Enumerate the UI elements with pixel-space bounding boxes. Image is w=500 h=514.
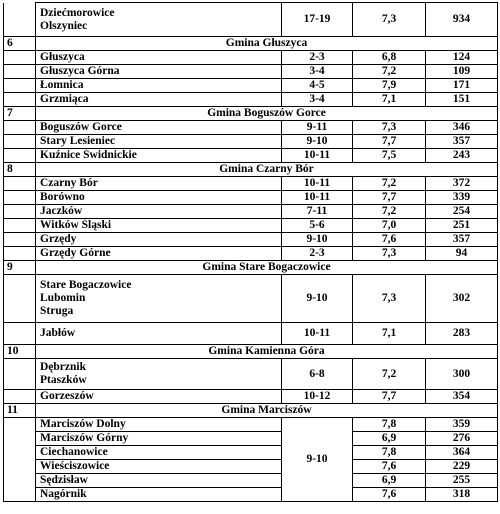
table-row: [4, 121, 498, 135]
table-row: [4, 191, 498, 205]
count-cell: 357: [426, 135, 498, 149]
section-number: 11: [4, 404, 36, 418]
gmina-header-row: [4, 404, 498, 418]
value-cell: 7,2: [353, 359, 426, 390]
table-row: [4, 135, 498, 149]
locality-name: [36, 51, 282, 65]
count-cell: 243: [426, 149, 498, 163]
value-cell: 7,6: [353, 460, 426, 474]
table-row: [4, 432, 498, 446]
table-row: [4, 275, 498, 323]
table-row: [4, 51, 498, 65]
count-cell: 251: [426, 219, 498, 233]
locality-name: [36, 275, 282, 323]
blank-cell: [4, 219, 36, 233]
locality-name: [36, 65, 282, 79]
count-cell: 109: [426, 65, 498, 79]
days-cell: 10-11: [282, 149, 353, 163]
gmina-name: Gmina Boguszów Gorce: [36, 107, 498, 121]
days-cell: 3-4: [282, 93, 353, 107]
value-cell: 7,3: [353, 275, 426, 323]
blank-cell: [4, 191, 36, 205]
days-cell: 9-10: [282, 233, 353, 247]
blank-cell: [4, 359, 36, 390]
days-cell: 9-10: [282, 275, 353, 323]
value-cell: 7,3: [353, 247, 426, 261]
blank-cell: [4, 275, 36, 323]
locality-name: [36, 205, 282, 219]
table-row: [4, 149, 498, 163]
locality-name: Ciechanowice: [36, 446, 282, 460]
value-cell: 7,8: [353, 446, 426, 460]
table-row: [4, 488, 498, 502]
locality-line: Jaczków: [40, 205, 83, 217]
days-cell: 10-11: [282, 191, 353, 205]
gmina-name: Gmina Głuszyca: [36, 37, 498, 51]
count-cell: 229: [426, 460, 498, 474]
count-cell: 283: [426, 323, 498, 345]
locality-line: Głuszyca Górna: [40, 65, 120, 77]
locality-name: [36, 121, 282, 135]
table-row: [4, 418, 498, 432]
locality-line: Witków Śląski: [40, 219, 112, 231]
table-row: [4, 219, 498, 233]
table-row: [4, 3, 498, 37]
blank-cell: [4, 149, 36, 163]
blank-cell: [4, 233, 36, 247]
days-cell: 17-19: [282, 3, 353, 37]
table-row: [4, 323, 498, 345]
table-row: [4, 79, 498, 93]
value-cell: 7,1: [353, 93, 426, 107]
count-cell: 372: [426, 177, 498, 191]
blank-cell: [4, 418, 36, 502]
days-cell: 2-3: [282, 247, 353, 261]
count-cell: 255: [426, 474, 498, 488]
count-cell: 364: [426, 446, 498, 460]
locality-line: Grzędy: [40, 233, 77, 245]
days-cell: 6-8: [282, 359, 353, 390]
table-row: [4, 359, 498, 390]
blank-cell: [4, 65, 36, 79]
count-cell: 339: [426, 191, 498, 205]
locality-line: Łomnica: [40, 79, 84, 91]
locality-name: [36, 3, 282, 37]
count-cell: 302: [426, 275, 498, 323]
locality-name: [36, 191, 282, 205]
locality-line: Ptaszków: [40, 374, 87, 386]
blank-cell: [4, 93, 36, 107]
value-cell: 7,1: [353, 323, 426, 345]
count-cell: 359: [426, 418, 498, 432]
locality-name: [36, 247, 282, 261]
blank-cell: [4, 135, 36, 149]
value-cell: 7,7: [353, 135, 426, 149]
locality-line: Grzędy Górne: [40, 247, 111, 259]
value-cell: 7,6: [353, 233, 426, 247]
table-row: [4, 460, 498, 474]
gmina-header-row: [4, 163, 498, 177]
gmina-header-row: [4, 261, 498, 275]
locality-name: Marciszów Dolny: [36, 418, 282, 432]
blank-cell: [4, 247, 36, 261]
blank-cell: [4, 79, 36, 93]
blank-cell: [4, 51, 36, 65]
locality-line: Olszyniec: [40, 19, 88, 32]
days-cell: 2-3: [282, 51, 353, 65]
value-cell: 7,3: [353, 121, 426, 135]
days-cell: 3-4: [282, 65, 353, 79]
section-number: 8: [4, 163, 36, 177]
locality-name: [36, 93, 282, 107]
value-cell: 7,0: [353, 219, 426, 233]
gmina-name: Gmina Stare Bogaczowice: [36, 261, 498, 275]
blank-cell: [4, 390, 36, 404]
count-cell: 124: [426, 51, 498, 65]
value-cell: 7,8: [353, 418, 426, 432]
days-cell: 9-10: [282, 135, 353, 149]
locality-line: Dziećmorowice: [40, 6, 115, 19]
locality-line: Dębrznik: [40, 361, 86, 373]
count-cell: 346: [426, 121, 498, 135]
blank-cell: [4, 3, 36, 37]
value-cell: 7,7: [353, 191, 426, 205]
locality-line: Lubomin: [40, 292, 86, 304]
gmina-name: Gmina Czarny Bór: [36, 163, 498, 177]
table-row: [4, 177, 498, 191]
table-row: [4, 65, 498, 79]
locality-line: Boguszów Gorce: [40, 121, 122, 133]
locality-line: Czarny Bór: [40, 177, 98, 189]
gmina-name: Gmina Marciszów: [36, 404, 498, 418]
count-cell: 171: [426, 79, 498, 93]
value-cell: 7,2: [353, 177, 426, 191]
locality-line: Jabłów: [40, 327, 76, 339]
days-cell: 10-12: [282, 390, 353, 404]
count-cell: 94: [426, 247, 498, 261]
table-row: [4, 446, 498, 460]
blank-cell: [4, 121, 36, 135]
count-cell: 151: [426, 93, 498, 107]
table-row: [4, 247, 498, 261]
table-row: [4, 93, 498, 107]
days-cell: 9-10: [282, 418, 353, 502]
days-cell: 9-11: [282, 121, 353, 135]
value-cell: 7,5: [353, 149, 426, 163]
locality-line: Stare Bogaczowice: [40, 279, 132, 291]
section-number: 9: [4, 261, 36, 275]
blank-cell: [4, 205, 36, 219]
section-number: 10: [4, 345, 36, 359]
value-cell: 7,2: [353, 65, 426, 79]
count-cell: 354: [426, 390, 498, 404]
section-number: 6: [4, 37, 36, 51]
locality-line: Głuszyca: [40, 51, 85, 63]
locality-name: [36, 79, 282, 93]
days-cell: 10-11: [282, 323, 353, 345]
locality-name: Wieściszowice: [36, 460, 282, 474]
locality-name: [36, 219, 282, 233]
locality-line: Gorzeszów: [40, 390, 94, 402]
value-cell: 7,7: [353, 390, 426, 404]
settlement-table: [3, 2, 498, 502]
value-cell: 6,9: [353, 432, 426, 446]
locality-name: [36, 390, 282, 404]
count-cell: 357: [426, 233, 498, 247]
table-row: [4, 474, 498, 488]
locality-name: Sędzisław: [36, 474, 282, 488]
value-cell: 6,8: [353, 51, 426, 65]
locality-name: Nagórnik: [36, 488, 282, 502]
gmina-header-row: [4, 37, 498, 51]
blank-cell: [4, 323, 36, 345]
days-cell: 7-11: [282, 205, 353, 219]
locality-line: Borówno: [40, 191, 85, 203]
locality-line: Grzmiąca: [40, 93, 89, 105]
count-cell: 318: [426, 488, 498, 502]
table-row: [4, 205, 498, 219]
table-row: [4, 390, 498, 404]
locality-name: [36, 359, 282, 390]
days-cell: 10-11: [282, 177, 353, 191]
gmina-name: Gmina Kamienna Góra: [36, 345, 498, 359]
locality-name: [36, 323, 282, 345]
blank-cell: [4, 177, 36, 191]
gmina-header-row: [4, 345, 498, 359]
count-cell: 276: [426, 432, 498, 446]
days-cell: 4-5: [282, 79, 353, 93]
gmina-header-row: [4, 107, 498, 121]
count-cell: 254: [426, 205, 498, 219]
locality-line: Struga: [40, 305, 74, 317]
count-cell: 300: [426, 359, 498, 390]
days-cell: 5-6: [282, 219, 353, 233]
locality-line: Stary Lesieniec: [40, 135, 116, 147]
locality-name: [36, 177, 282, 191]
locality-name: [36, 233, 282, 247]
value-cell: 6,9: [353, 474, 426, 488]
section-number: 7: [4, 107, 36, 121]
locality-line: Kuźnice Świdnickie: [40, 149, 137, 161]
locality-name: [36, 149, 282, 163]
value-cell: 7,6: [353, 488, 426, 502]
value-cell: 7,3: [353, 3, 426, 37]
count-cell: 934: [426, 3, 498, 37]
locality-name: [36, 135, 282, 149]
value-cell: 7,2: [353, 205, 426, 219]
locality-name: Marciszów Górny: [36, 432, 282, 446]
value-cell: 7,9: [353, 79, 426, 93]
table-row: [4, 233, 498, 247]
